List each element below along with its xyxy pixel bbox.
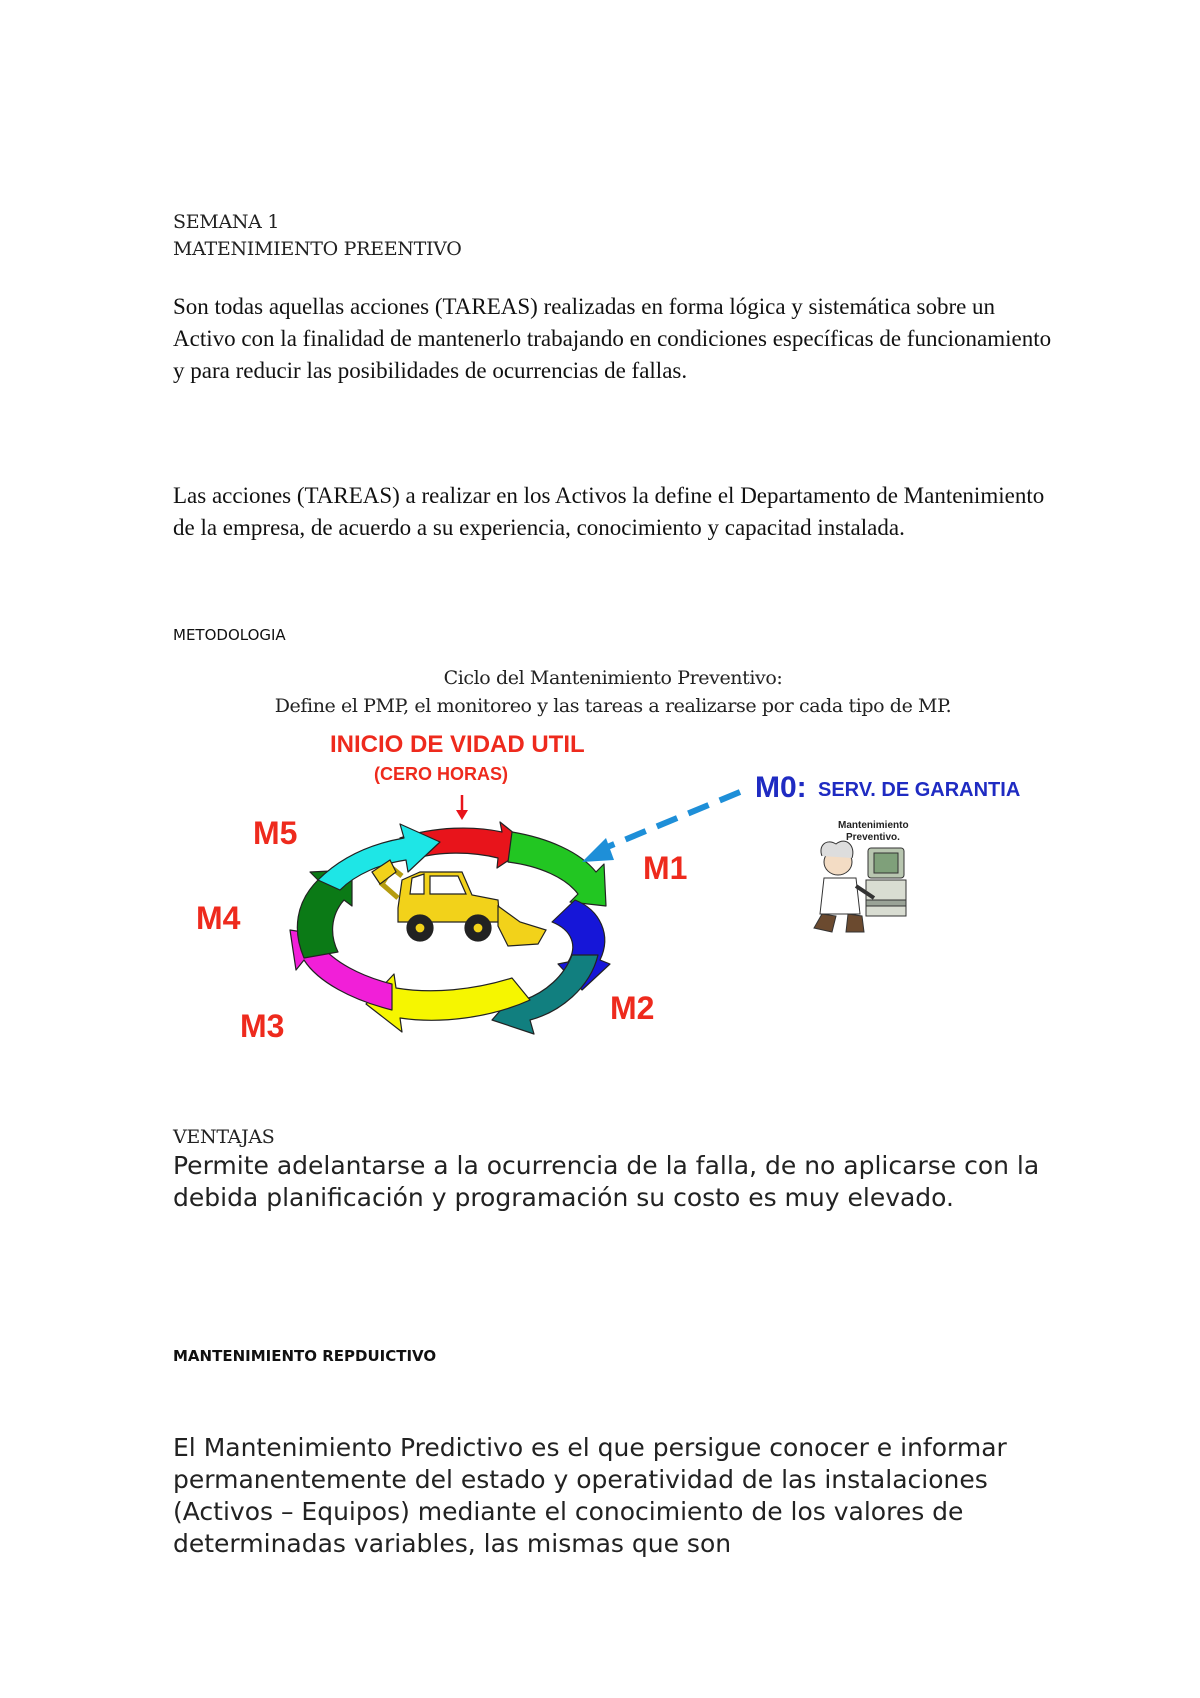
clipart-caption-line2: Preventivo.: [846, 832, 900, 843]
methodology-heading: METODOLOGIA: [173, 626, 286, 644]
predictive-heading: MANTENIMIENTO REPDUICTIVO: [173, 1347, 437, 1365]
stage-m1-label: M1: [643, 850, 688, 886]
m0-warranty-label: SERV. DE GARANTIA: [818, 779, 1021, 801]
advantages-paragraph: Permite adelantarse a la ocurrencia de la falla, de no aplicarse con la debida planificación y programación su costo es muy elevado.: [173, 1151, 1040, 1212]
m0-code: M0:: [755, 771, 807, 804]
stage-m5-label: M5: [253, 815, 298, 851]
stage-m3-label: M3: [240, 1008, 285, 1044]
advantages-heading: VENTAJAS: [173, 1126, 275, 1148]
professor-computer-clipart: [814, 841, 906, 932]
diagram-caption-line2: Define el PMP, el monitoreo y las tareas a realizarse por cada tipo de MP.: [274, 695, 952, 717]
topic-heading: MATENIMIENTO PREENTIVO: [173, 238, 462, 260]
backhoe-loader-image: [372, 860, 546, 946]
definition-paragraph: Son todas aquellas acciones (TAREAS) realizadas en forma lógica y sistemática sobre un Activo con la finalidad de mantenerlo trabajando en condiciones específicas de funcionamiento y para reducir las posibilidades de ocurrencias de fallas.: [173, 294, 1052, 383]
week-heading: SEMANA 1: [173, 211, 280, 233]
diagram-caption-line1: Ciclo del Mantenimiento Preventivo:: [443, 667, 783, 689]
zero-hours-label: (CERO HORAS): [374, 764, 508, 784]
actions-paragraph: Las acciones (TAREAS) a realizar en los Activos la define el Departamento de Mantenimiento de la empresa, de acuerdo a su experiencia, conocimiento y capacitad instalada.: [173, 483, 1045, 540]
predictive-paragraph: El Mantenimiento Predictivo es el que persigue conocer e informar permanentemente del estado y operatividad de las instalaciones (Activos – Equipos) mediante el conocimiento de los valores de determinadas variables, las mismas que son: [173, 1433, 1007, 1558]
start-of-life-label: INICIO DE VIDAD UTIL: [330, 731, 585, 758]
start-marker-arrow: [456, 795, 468, 820]
stage-m4-label: M4: [196, 900, 241, 936]
cycle-arrow-green: [508, 832, 606, 906]
stage-m2-label: M2: [610, 990, 655, 1026]
clipart-caption-line1: Mantenimiento: [838, 820, 909, 831]
